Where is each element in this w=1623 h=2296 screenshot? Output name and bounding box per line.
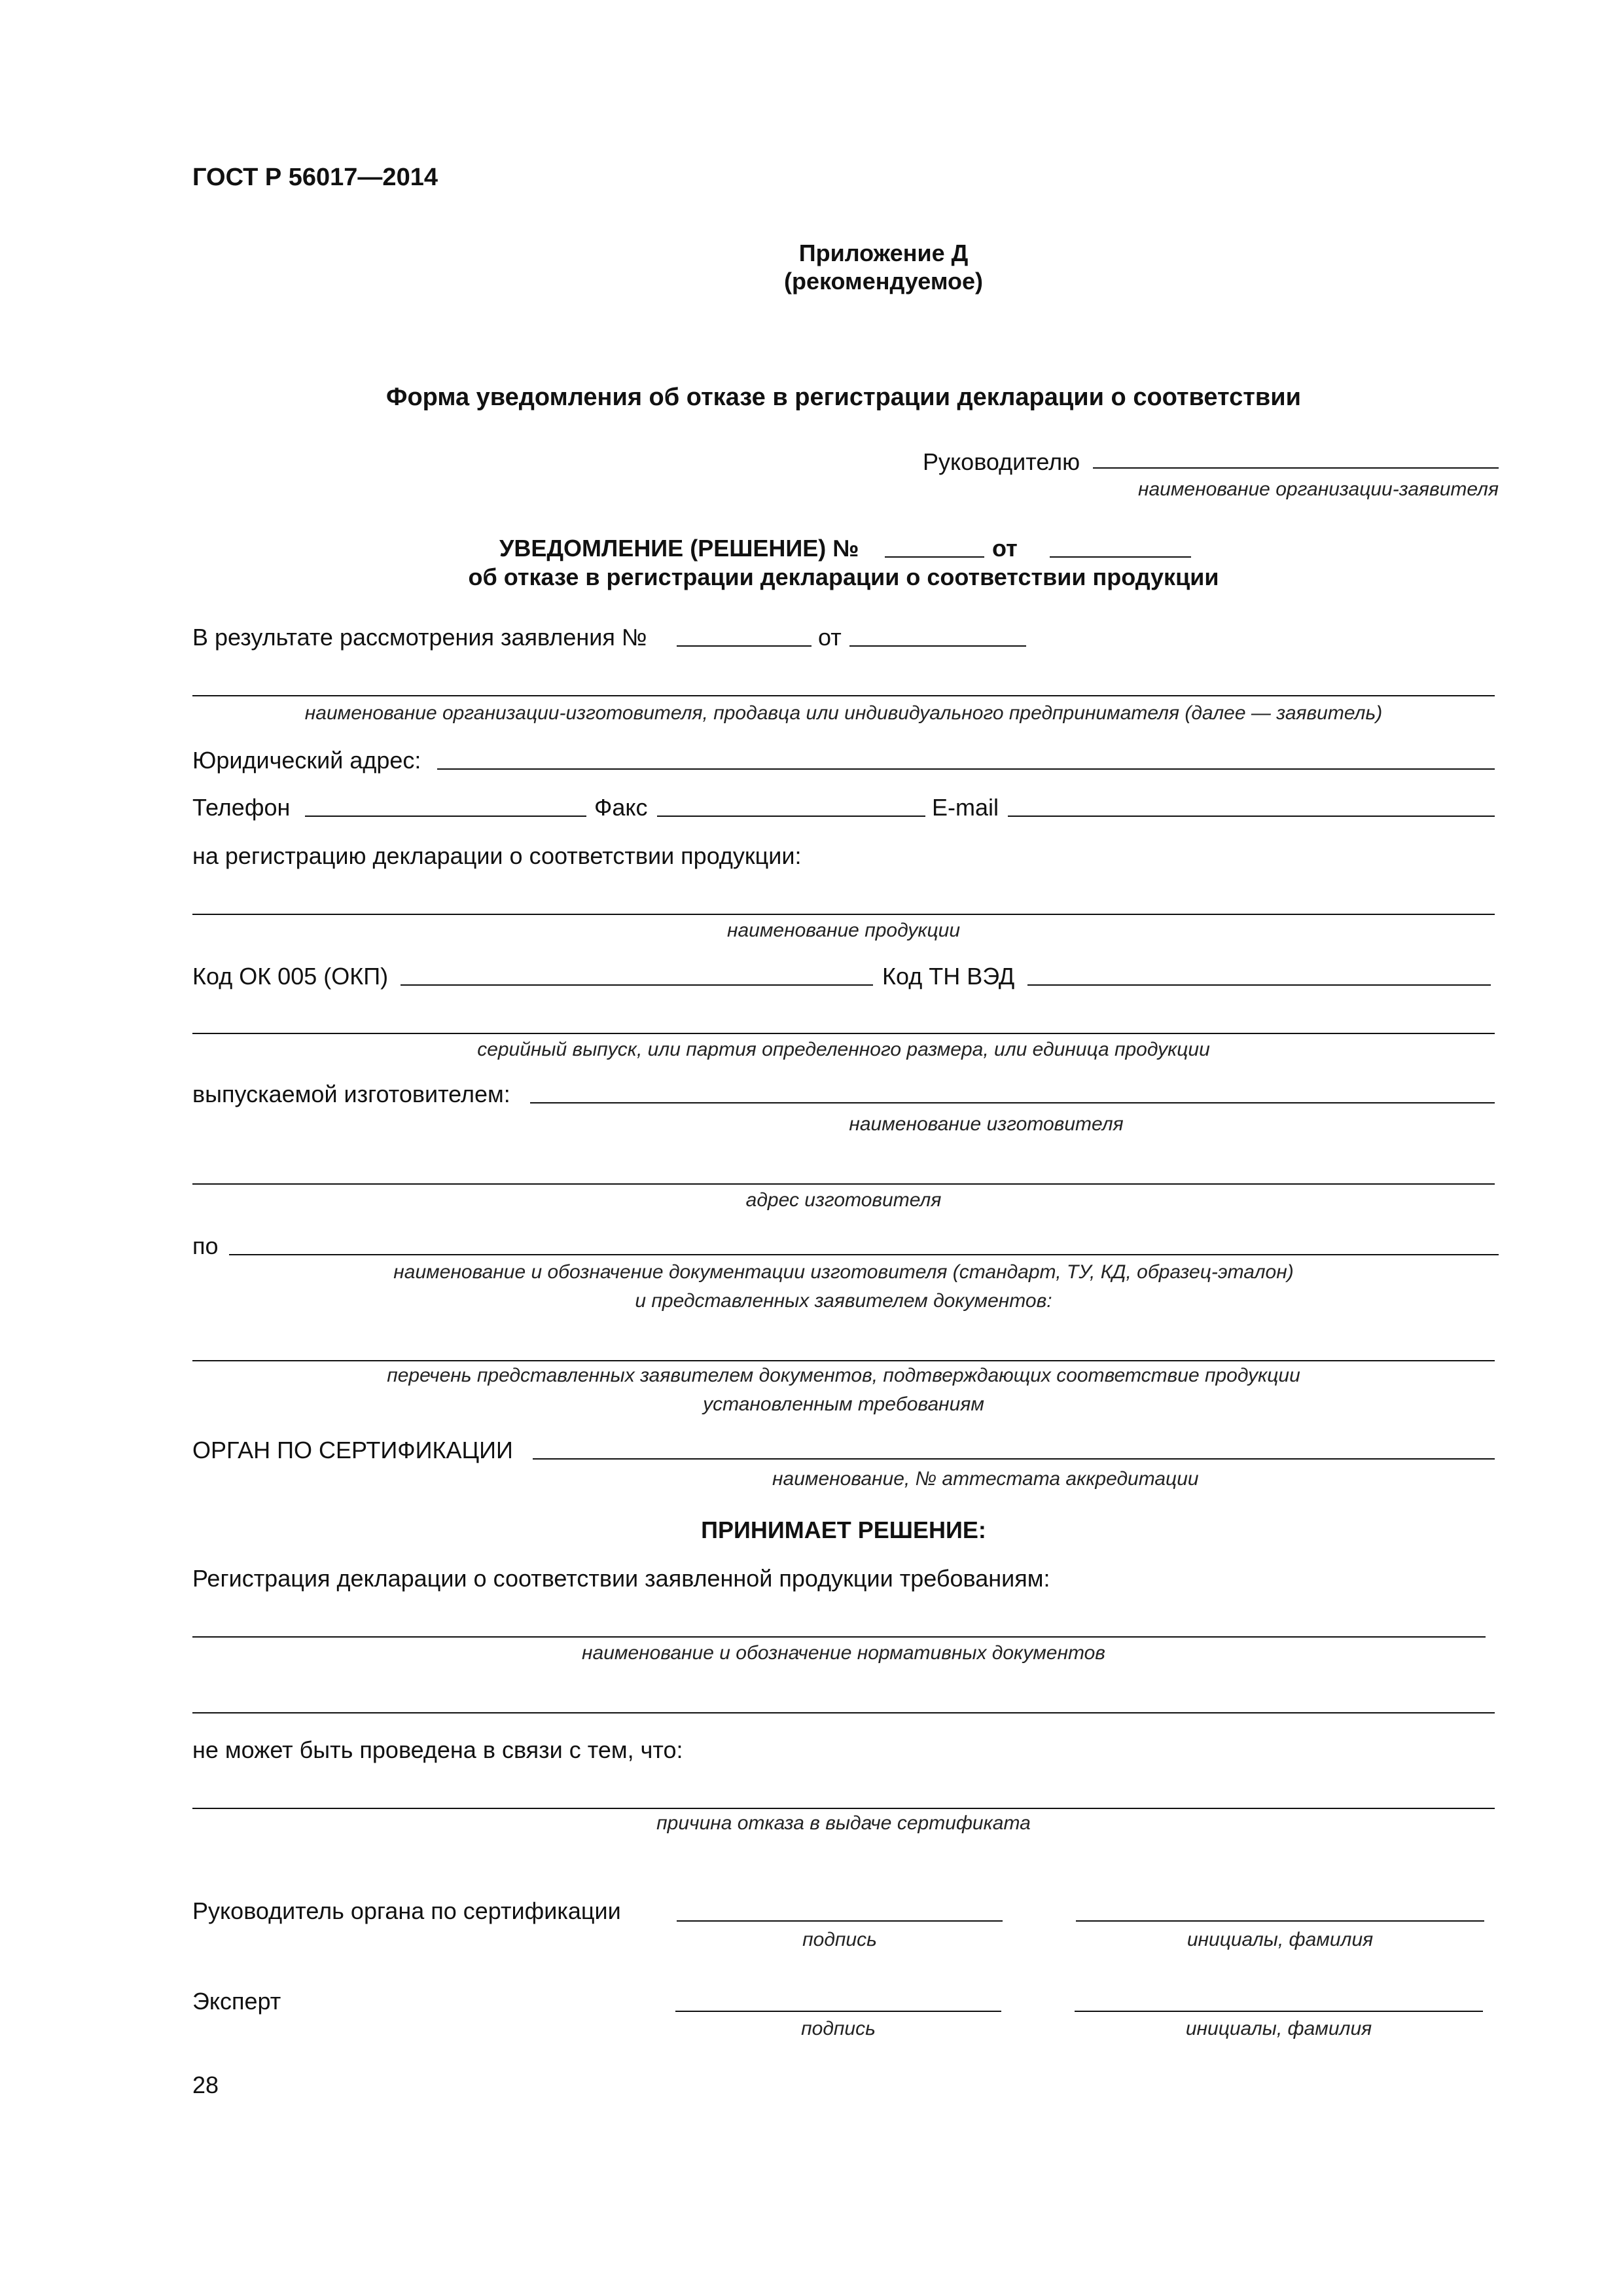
notice-number-field[interactable] xyxy=(885,556,984,558)
manufacturer-address-hint: адрес изготовителя xyxy=(745,1189,942,1211)
addressee-field[interactable] xyxy=(1093,467,1499,469)
reason-field[interactable] xyxy=(192,1808,1495,1809)
product-field[interactable] xyxy=(192,914,1495,915)
reason-label: не может быть проведена в связи с тем, что: xyxy=(192,1736,683,1763)
batch-hint: серийный выпуск, или партия определенного размера, или единица продукции xyxy=(477,1039,1210,1060)
batch-field[interactable] xyxy=(192,1033,1495,1034)
applicant-field[interactable] xyxy=(192,695,1495,696)
application-label: В результате рассмотрения заявления № xyxy=(192,624,647,651)
application-from-label: от xyxy=(818,624,842,651)
application-date-field[interactable] xyxy=(849,645,1026,647)
name-hint-expert: инициалы, фамилия xyxy=(1185,2018,1372,2039)
signature-field-head[interactable] xyxy=(677,1920,1003,1922)
tnved-code-label: Код ТН ВЭД xyxy=(882,963,1015,990)
form-title: Форма уведомления об отказе в регистрации декларации о соответствии xyxy=(386,384,1301,411)
email-label: E-mail xyxy=(932,794,999,821)
appendix-title: Приложение Д xyxy=(798,240,969,266)
notice-from-label: от xyxy=(992,535,1018,562)
normative-documents-field[interactable] xyxy=(192,1636,1486,1638)
appendix-status: (рекомендуемое) xyxy=(784,268,983,295)
standard-designation: ГОСТ Р 56017—2014 xyxy=(192,164,438,191)
manufacturer-label: выпускаемой изготовителем: xyxy=(192,1081,510,1107)
legal-address-field[interactable] xyxy=(437,768,1495,770)
certification-body-hint: наименование, № аттестата аккредитации xyxy=(772,1468,1199,1490)
certification-body-label: ОРГАН ПО СЕРТИФИКАЦИИ xyxy=(192,1437,513,1463)
notice-date-field[interactable] xyxy=(1050,556,1191,558)
manufacturer-field[interactable] xyxy=(530,1102,1495,1103)
signature-hint-expert: подпись xyxy=(801,2018,876,2039)
notice-subheading: об отказе в регистрации декларации о соответствии продукции xyxy=(468,564,1219,590)
phone-field[interactable] xyxy=(305,816,586,817)
notice-heading: УВЕДОМЛЕНИЕ (РЕШЕНИЕ) № xyxy=(499,535,859,562)
product-hint: наименование продукции xyxy=(726,920,961,941)
email-field[interactable] xyxy=(1008,816,1495,817)
signature-role-expert: Эксперт xyxy=(192,1988,281,2015)
reason-hint: причина отказа в выдаче сертификата xyxy=(656,1812,1031,1834)
signature-role-head: Руководитель органа по сертификации xyxy=(192,1897,621,1924)
decision-text: Регистрация декларации о соответствии заявленной продукции требованиям: xyxy=(192,1565,1050,1592)
name-hint-head: инициалы, фамилия xyxy=(1186,1929,1374,1950)
application-number-field[interactable] xyxy=(677,645,812,647)
fax-field[interactable] xyxy=(657,816,925,817)
registration-label: на регистрацию декларации о соответствии продукции: xyxy=(192,842,802,869)
certification-body-field[interactable] xyxy=(533,1458,1495,1460)
manufacturer-hint: наименование изготовителя xyxy=(849,1113,1124,1135)
name-field-head[interactable] xyxy=(1076,1920,1484,1922)
documents-list-field[interactable] xyxy=(192,1360,1495,1361)
addressee-label: Руководителю xyxy=(923,448,1080,475)
documentation-hint-1: наименование и обозначение документации изготовителя (стандарт, ТУ, КД, образец-эталон) xyxy=(393,1261,1294,1283)
name-field-expert[interactable] xyxy=(1075,2011,1483,2012)
tnved-code-field[interactable] xyxy=(1027,984,1491,986)
normative-documents-field-2[interactable] xyxy=(192,1712,1495,1713)
fax-label: Факс xyxy=(594,794,648,821)
phone-label: Телефон xyxy=(192,794,291,821)
documents-hint-1: перечень представленных заявителем документов, подтверждающих соответствие продукции xyxy=(387,1365,1300,1386)
page-number: 28 xyxy=(192,2072,219,2098)
decision-heading: ПРИНИМАЕТ РЕШЕНИЕ: xyxy=(701,1516,986,1543)
documentation-label: по xyxy=(192,1232,219,1259)
documents-hint-2: установленным требованиям xyxy=(703,1393,984,1415)
addressee-hint: наименование организации-заявителя xyxy=(1137,478,1499,500)
applicant-hint: наименование организации-изготовителя, продавца или индивидуального предпринимателя (далее — заявитель) xyxy=(304,702,1383,724)
signature-field-expert[interactable] xyxy=(675,2011,1001,2012)
documentation-field[interactable] xyxy=(229,1254,1499,1255)
okp-code-label: Код ОК 005 (ОКП) xyxy=(192,963,389,990)
legal-address-label: Юридический адрес: xyxy=(192,747,421,774)
okp-code-field[interactable] xyxy=(401,984,873,986)
normative-documents-hint: наименование и обозначение нормативных документов xyxy=(582,1642,1105,1664)
signature-hint-head: подпись xyxy=(802,1929,877,1950)
documentation-hint-2: и представленных заявителем документов: xyxy=(635,1290,1052,1312)
manufacturer-address-field[interactable] xyxy=(192,1183,1495,1185)
